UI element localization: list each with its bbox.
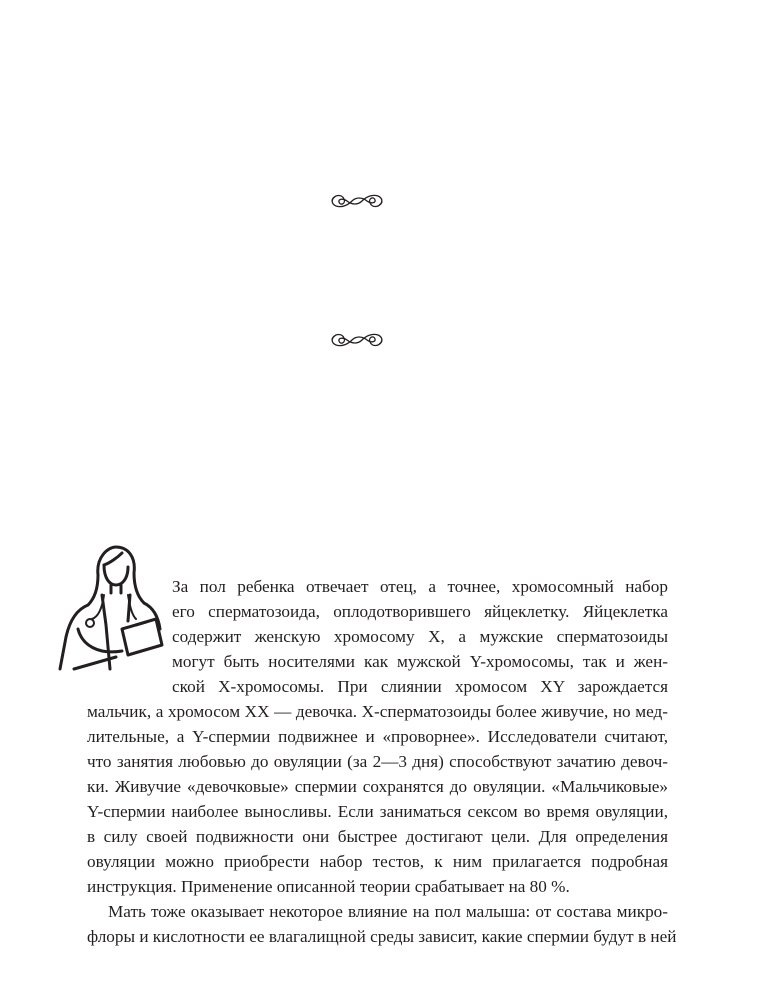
text-line: флоры и кислотности ее влагалищной среды зависит, какие спермии будут в ней [87,927,677,946]
text-line: мальчик, а хромосом XX — девочка. X-сперматозоиды более живучие, но мед- [87,702,668,721]
text-line: ки. Живучие «девочковые» спермии сохранятся до овуляции. «Мальчиковые» [87,777,668,796]
text-line: Y-спермии наиболее выносливы. Если заниматься сексом во время овуляции, [87,802,668,821]
text-line: ской X-хромосомы. При слиянии хромосом XY зарождается [172,677,668,696]
text-line: За пол ребенка отвечает отец, а точнее, хромосомный набор [172,577,668,596]
text-line: что занятия любовью до овуляции (за 2—3 дня) способствуют зачатию девоч- [87,752,668,771]
text-line: могут быть носителями как мужской Y-хромосомы, так и жен- [172,652,668,671]
text-line: инструкция. Применение описанной теории срабатывает на 80 %. [87,877,570,896]
doctor-with-clipboard-icon [58,545,166,673]
text-line: Мать тоже оказывает некоторое влияние на пол малыша: от состава микро- [108,902,668,921]
text-line: лительные, а Y-спермии подвижнее и «проворнее». Исследователи считают, [87,727,668,746]
flourish-icon [328,329,386,351]
flourish-icon [328,190,386,212]
text-line: его сперматозоида, оплодотворившего яйцеклетку. Яйцеклетка [172,602,668,621]
text-line: овуляции можно приобрести набор тестов, к ним прилагается подробная [87,852,668,871]
text-line: в силу своей подвижности они быстрее достигают цели. Для определения [87,827,668,846]
text-line: содержит женскую хромосому X, а мужские сперматозоиды [172,627,668,646]
